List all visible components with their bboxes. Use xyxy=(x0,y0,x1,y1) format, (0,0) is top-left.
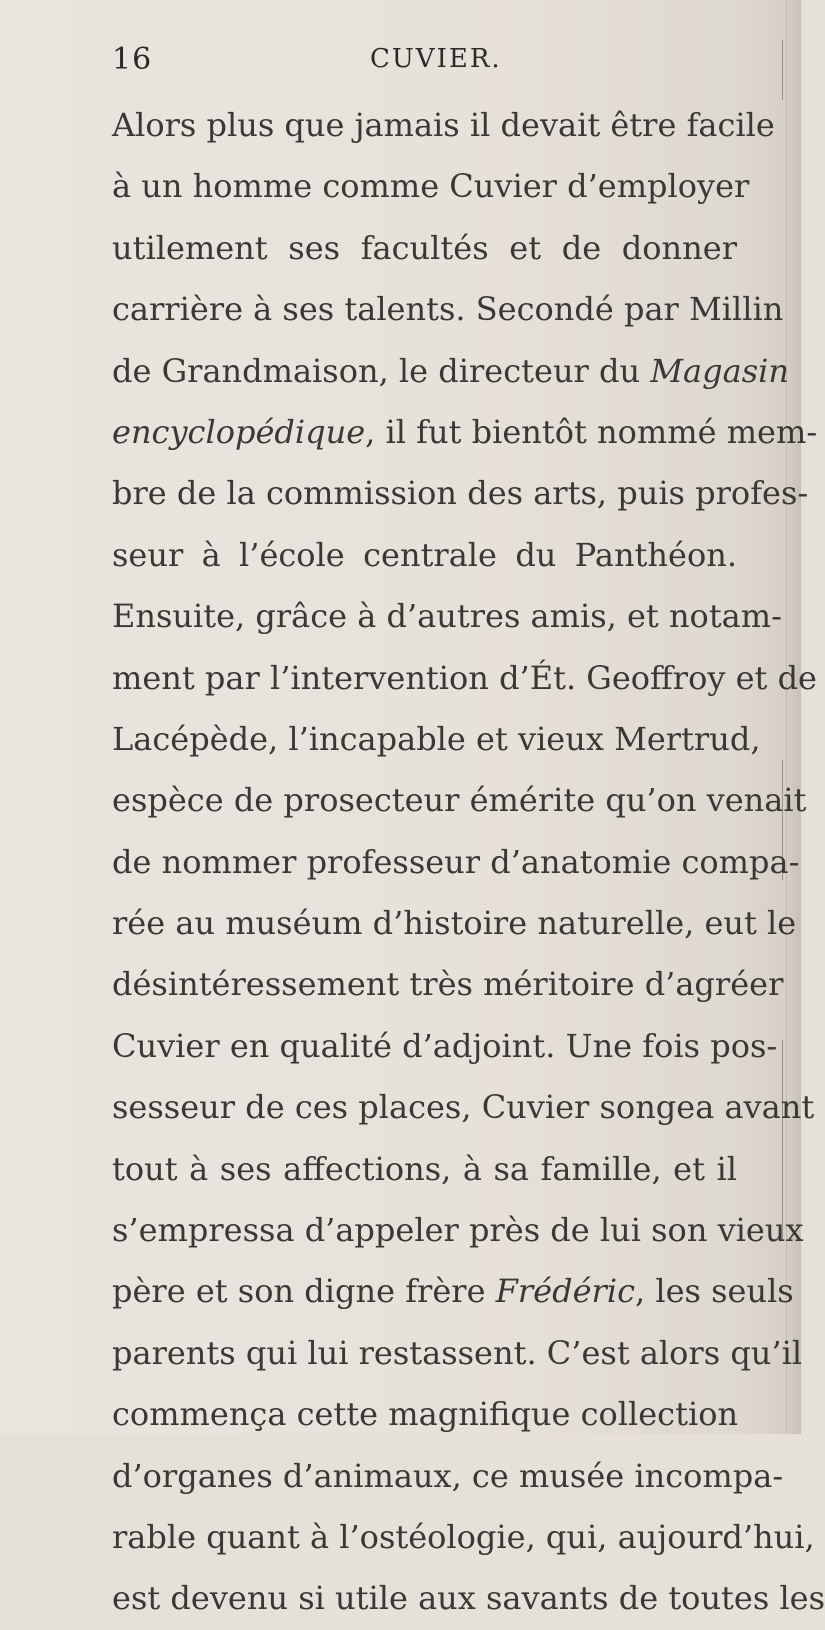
text-segment: commença cette magnifique collection xyxy=(112,1395,739,1434)
text-segment: Lacépède, l’incapable et vieux Mertrud, xyxy=(112,719,761,758)
text-line xyxy=(112,1446,784,1507)
text-line xyxy=(112,954,784,1015)
text-line xyxy=(112,832,800,893)
text-line xyxy=(112,402,818,463)
text-segment: , les seuls xyxy=(634,1272,794,1311)
text-line xyxy=(112,648,817,709)
page-edge-line xyxy=(782,40,783,100)
italic-text: Magasin xyxy=(650,351,789,390)
text-line xyxy=(112,1016,778,1077)
text-line xyxy=(112,1200,804,1261)
text-segment: père et son digne frère xyxy=(112,1272,496,1311)
text-segment: rable quant à l’ostéologie, qui, aujourd’hui, xyxy=(112,1517,815,1556)
text-segment: seur à l’école centrale du Panthéon. xyxy=(112,535,737,574)
text-segment: s’empressa d’appeler près de lui son vieux xyxy=(112,1211,804,1250)
text-segment: Alors plus que jamais il devait être facile xyxy=(112,106,775,144)
text-line xyxy=(112,709,761,770)
text-line xyxy=(112,463,809,524)
text-segment: de nommer professeur d’anatomie compa- xyxy=(112,842,800,881)
text-segment: parents qui lui restassent. C’est alors qu’il xyxy=(112,1333,803,1372)
text-line xyxy=(112,1139,737,1200)
page-edge-line xyxy=(782,1040,783,1240)
text-segment: Ensuite, grâce à d’autres amis, et notam- xyxy=(112,597,782,636)
text-line xyxy=(112,1323,803,1384)
text-line xyxy=(112,95,775,156)
text-segment: de Grandmaison, le directeur du xyxy=(112,351,651,390)
text-line xyxy=(112,525,737,586)
body-text xyxy=(112,95,825,1630)
text-line xyxy=(112,1384,737,1445)
text-segment: d’organes d’animaux, ce musée incompa- xyxy=(112,1456,784,1495)
text-line xyxy=(112,156,750,217)
text-segment: désintéressement très méritoire d’agréer xyxy=(112,965,784,1004)
text-segment: est devenu si utile aux savants de toutes les xyxy=(112,1579,825,1618)
text-line xyxy=(112,1077,815,1138)
running-head: CUVIER. xyxy=(370,44,502,74)
text-line xyxy=(112,1261,794,1322)
text-segment: utilement ses facultés et de donner xyxy=(112,228,737,267)
text-line xyxy=(112,1507,815,1568)
text-segment: à un homme comme Cuvier d’employer xyxy=(112,167,750,206)
text-line xyxy=(112,341,789,402)
text-segment: sesseur de ces places, Cuvier songea avant xyxy=(112,1088,815,1127)
italic-text: Frédéric xyxy=(495,1272,635,1311)
page-number: 16 xyxy=(112,42,153,77)
text-segment: rée au muséum d’histoire naturelle, eut le xyxy=(112,904,797,943)
text-segment: espèce de prosecteur émérite qu’on venait xyxy=(112,781,807,820)
text-line xyxy=(112,1568,825,1629)
text-segment: Cuvier en qualité d’adjoint. Une fois pos- xyxy=(112,1026,778,1065)
text-line xyxy=(112,218,737,279)
text-segment: carrière à ses talents. Secondé par Millin xyxy=(112,290,784,329)
text-line xyxy=(112,586,782,647)
text-segment: ment par l’intervention d’Ét. Geoffroy et de xyxy=(112,658,817,697)
page-header xyxy=(112,42,737,86)
text-segment: , il fut bientôt nommé mem- xyxy=(365,412,818,451)
text-line xyxy=(112,279,784,340)
text-segment: tout à ses affections, à sa famille, et il xyxy=(112,1149,737,1188)
italic-text: encyclopédique xyxy=(112,412,366,451)
text-line xyxy=(112,893,797,954)
text-line xyxy=(112,770,807,831)
text-segment: bre de la commission des arts, puis profes- xyxy=(112,474,809,513)
